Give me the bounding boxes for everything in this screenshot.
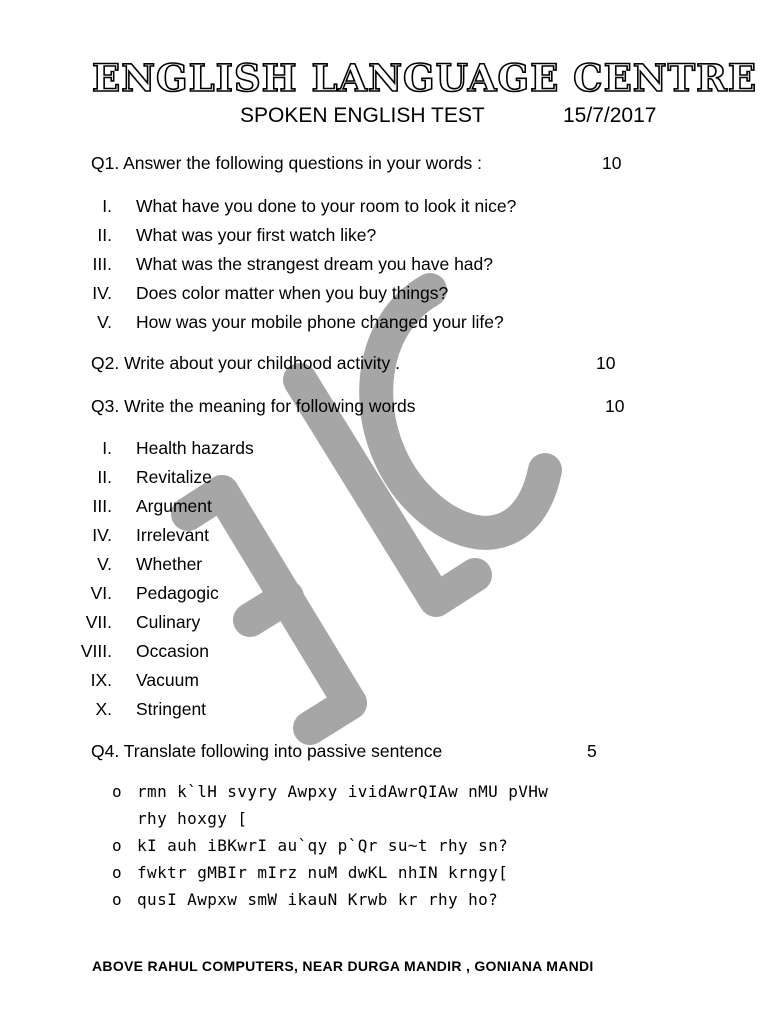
list-item-number: V.: [97, 554, 112, 574]
list-item-text: Irrelevant: [136, 525, 209, 545]
list-item-text: Whether: [136, 554, 203, 574]
list-item-number: I.: [102, 438, 112, 458]
question-3-prompt: Q3. Write the meaning for following words: [91, 396, 416, 416]
list-item-text: What was the strangest dream you have had?: [136, 254, 494, 274]
list-item-text: What was your first watch like?: [136, 225, 377, 245]
passive-sentence: fwktr gMBIr mIrz nuM dwKL nhIN krngy[: [137, 863, 509, 882]
list-item-number: I.: [102, 196, 112, 216]
bullet-icon: o: [112, 836, 122, 855]
list-item-text: Does color matter when you buy things?: [136, 283, 449, 303]
list-item-number: IV.: [92, 283, 112, 303]
list-item-text: What have you done to your room to look it nice?: [136, 196, 517, 216]
list-item-number: III.: [92, 254, 112, 274]
passive-sentence: qusI Awpxw smW ikauN Krwb kr rhy ho?: [137, 890, 499, 909]
list-item-text: Stringent: [136, 699, 207, 719]
list-item-number: VI.: [90, 583, 112, 603]
list-item-number: III.: [92, 496, 112, 516]
question-4-prompt: Q4. Translate following into passive sentence: [91, 741, 443, 761]
list-item-text: Occasion: [136, 641, 209, 661]
list-item-number: II.: [97, 225, 112, 245]
passive-sentence: kI auh iBKwrI au`qy p`Qr su~t rhy sn?: [137, 836, 509, 855]
list-item-number: IX.: [90, 670, 112, 690]
test-subtitle: SPOKEN ENGLISH TEST: [240, 104, 485, 127]
passive-sentence: rmn k`lH svyry Awpxy ividAwrQIAw nMU pVHw: [137, 782, 549, 801]
list-item-number: IV.: [92, 525, 112, 545]
list-item-text: Health hazards: [136, 438, 254, 458]
footer-address: ABOVE RAHUL COMPUTERS, NEAR DURGA MANDIR , GONIANA MANDI: [92, 958, 594, 974]
question-4-marks: 5: [587, 741, 597, 761]
list-item-text: Pedagogic: [136, 583, 219, 603]
list-item-number: II.: [97, 467, 112, 487]
list-item-number: VII.: [85, 612, 112, 632]
test-date: 15/7/2017: [563, 104, 657, 127]
bullet-icon: o: [112, 890, 122, 909]
list-item-number: X.: [95, 699, 112, 719]
question-1-prompt: Q1. Answer the following questions in your words :: [91, 153, 483, 173]
passive-sentence-continuation: rhy hoxgy [: [137, 809, 248, 828]
page-title: ENGLISH LANGUAGE CENTRE: [92, 56, 758, 100]
question-1-marks: 10: [602, 153, 622, 173]
list-item-text: Argument: [136, 496, 212, 516]
question-3-marks: 10: [605, 396, 625, 416]
bullet-icon: o: [112, 782, 122, 801]
question-2-marks: 10: [596, 353, 616, 373]
question-2-prompt: Q2. Write about your childhood activity .: [91, 353, 400, 373]
list-item-number: VIII.: [80, 641, 112, 661]
list-item-number: V.: [97, 312, 112, 332]
list-item-text: Vacuum: [136, 670, 199, 690]
bullet-icon: o: [112, 863, 122, 882]
list-item-text: Culinary: [136, 612, 201, 632]
list-item-text: How was your mobile phone changed your life?: [136, 312, 504, 332]
list-item-text: Revitalize: [136, 467, 212, 487]
